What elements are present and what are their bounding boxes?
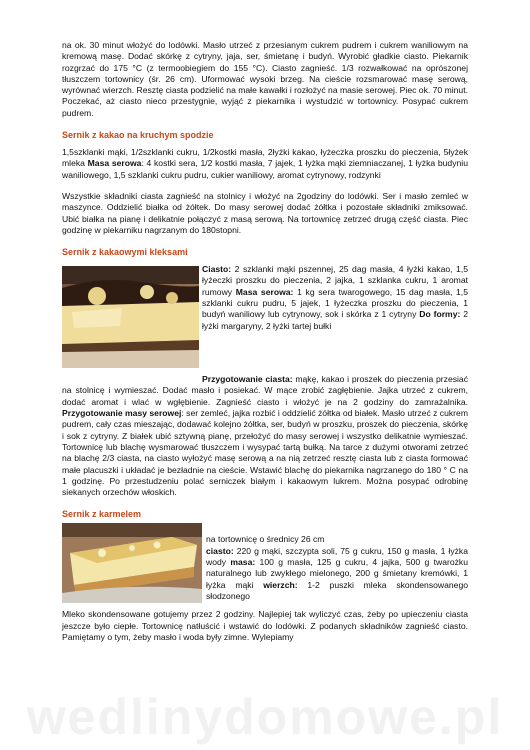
ciasto-label: Ciasto: (202, 264, 232, 275)
formy-label: Do formy: (419, 309, 461, 320)
formy-text: 2 łyżki margaryny, 2 łyżki tartej bułki (202, 309, 468, 331)
recipe-cocoa-method: Wszystkie składniki ciasta zagnieść na stolnicy i włożyć na 2godziny do lodówki. Ser i masło zemleć w maszynce. Oddzielić białka od żółtek. Do masy serowej dodać żółtka i pozostałe składniki zmiksować. Ubić białka na pianę i delikatnie połączyć z masą serową. Na tortownicę zetrzeć drugą część ciasta. Piec godzinę w piekarniku nagrzanym do 180stopni. (62, 190, 468, 235)
ingredients-label: Masa serowa (87, 158, 142, 169)
recipe-title-caramel: Sernik z karmelem (62, 509, 142, 520)
ingredients-text: : 4 kostki sera, 1/2 kostki masła, 7 jajek, 1 łyżka mąki ziemniaczanej, 1 łyżka budyniu waniliowego, 1,5 szklanki cukru pudru, cukier waniliowy, aromat cytrynowy, rodzynki (62, 158, 468, 180)
intro-paragraph: na ok. 30 minut włożyć do lodówki. Masło utrzeć z przesianym cukrem pudrem i cukrem waniliowym na kremową masę. Dodać skórkę z cytryny, jaja, ser, śmietanę i budyń. Wyrobić gładkie ciasto. Piekarnik rozgrzać do 175 °C (z termoobiegiem do 155 °C). Ciasto zagnieść. 1/3 rozwałkować na oprószonej tłuszczem tortownicy (śr. 26 cm). Uformować wysoki brzeg. Na cieście rozsmarować masę serową, wyrównać wierzch. Resztę ciasta podzielić na małe kawałki i rozłożyć na masie serowej. Piec ok. 70 minut. Poczekać, aż ciasto nieco przestygnie, wyjąć z piekarnika i wystudzić w tortownicy. Posypać cukrem pudrem. (62, 40, 468, 118)
masa-text: 1 kg sera twarogowego, 15 dag masła, 1,5 szklanki cukru pudru, 5 jajek, 1 łyżeczka proszku do pieczenia, 1 budyń waniliowy lub cytrynowy, sok i skórka z 1 cytryny (202, 286, 468, 320)
prep-text: : ser zemleć, jajka rozbić i oddzielić żółtka od białek. Masło utrzeć z cukrem pudrem, cały czas mieszając, dodawać kolejno żółtka, ser, budyń w proszku, proszek do pieczenia, skórkę i sok z cytryny. Z białek ubić sztywną pianę, przełożyć do masy serowej i wszystko delikatnie wymieszać. Tortownicę lub blachę wysmarować tłuszczem i wysypać tartą bułką. Na tarce z dużymi otworami zetrzeć na blachę 2/3 ciasta, na ciasto wyłożyć masę serową a na nią zetrzeć resztę ciasta lub z ciasta formować małe placuszki i układać je bezładnie na cieście. Wstawić blachę do piekarnika nagrzanego do 180 ° C na 1 godzinę. Po przestudzeniu polać serniczek białym i kakaowym lukrem. Można posypać odrobinę siekanych orzechów włoskich. (62, 408, 468, 498)
recipe-cocoa-ingredients (62, 147, 468, 181)
recipe-title-cocoa-blots: Sernik z kakaowymi kleksami (62, 247, 188, 258)
recipe-cocoa-blots-ingredients (202, 264, 468, 332)
ciasto-text: 220 g mąki, szczypta soli, 75 g cukru, 150 g masła, 1 łyżka wody (206, 545, 468, 568)
recipe-caramel-line1: na tortownicę o średnicy 26 cm (206, 534, 325, 545)
ingredients-text: 1,5szklanki mąki, 1/2szklanki cukru, 1/2kostki masła, 2łyżki kakao, łyżeczka proszku do pieczenia, 5łyżek mleka (62, 147, 468, 169)
wierzch-text: 1-2 puszki mleka skondensowanego słodzonego (206, 579, 468, 601)
watermark: wedlinydomowe.pl (26, 689, 504, 745)
cheesecake-caramel-photo (62, 523, 202, 603)
recipe-caramel-ingredients (206, 546, 468, 602)
ciasto-text: 2 szklanki mąki pszennej, 25 dag masła, 4 łyżki kakao, 1,5 łyżeczki proszku do pieczenia, 2 jajka, 1 szklanka cukru, 1 aromat rumowy (202, 264, 468, 297)
cheesecake-cocoa-photo (62, 266, 199, 368)
recipe-cocoa-blots-method (62, 374, 468, 498)
masa-label: masa: (230, 557, 256, 568)
document-page (62, 40, 468, 643)
prep-masa-label: Przygotowanie masy serowej (62, 408, 182, 419)
masa-label: Masa serowa: (235, 286, 294, 297)
masa-text: 100 g masła, 125 g cukru, 4 jajka, 500 g twarożku naturalnego lub zwykłego mielonego, 200 g śmietany kremówki, 1 łyżka mąki (206, 557, 469, 590)
prep-label: Przygotowanie ciasta: (202, 374, 293, 385)
recipe-caramel-method: Mleko skondensowane gotujemy przez 2 godziny. Najlepiej tak wyliczyć czas, żeby po upieczeniu ciasta jeszcze było ciepłe. Tortownicę natłuścić i wstawić do lodówki. Z podanych składników zagnieść ciasto. Pamiętamy o tym, żeby masło i woda były zimne. Wylepiamy (62, 609, 468, 643)
recipe-title-cocoa: Sernik z kakao na kruchym spodzie (62, 130, 214, 141)
wierzch-label: wierzch: (263, 579, 298, 590)
prep-text: mąkę, kakao i proszek do pieczenia przesiać na stolnicę i wymieszać. Dodać masło i posiekać. W mące zrobić zagłębienie. Jajka utrzeć z cukrem, dodać aromat i wlać w wgłębienie. Zagnieść ciasto i włożyć je na 2 godziny do zamrażalnika. (62, 374, 469, 407)
ciasto-label: ciasto: (206, 545, 234, 556)
